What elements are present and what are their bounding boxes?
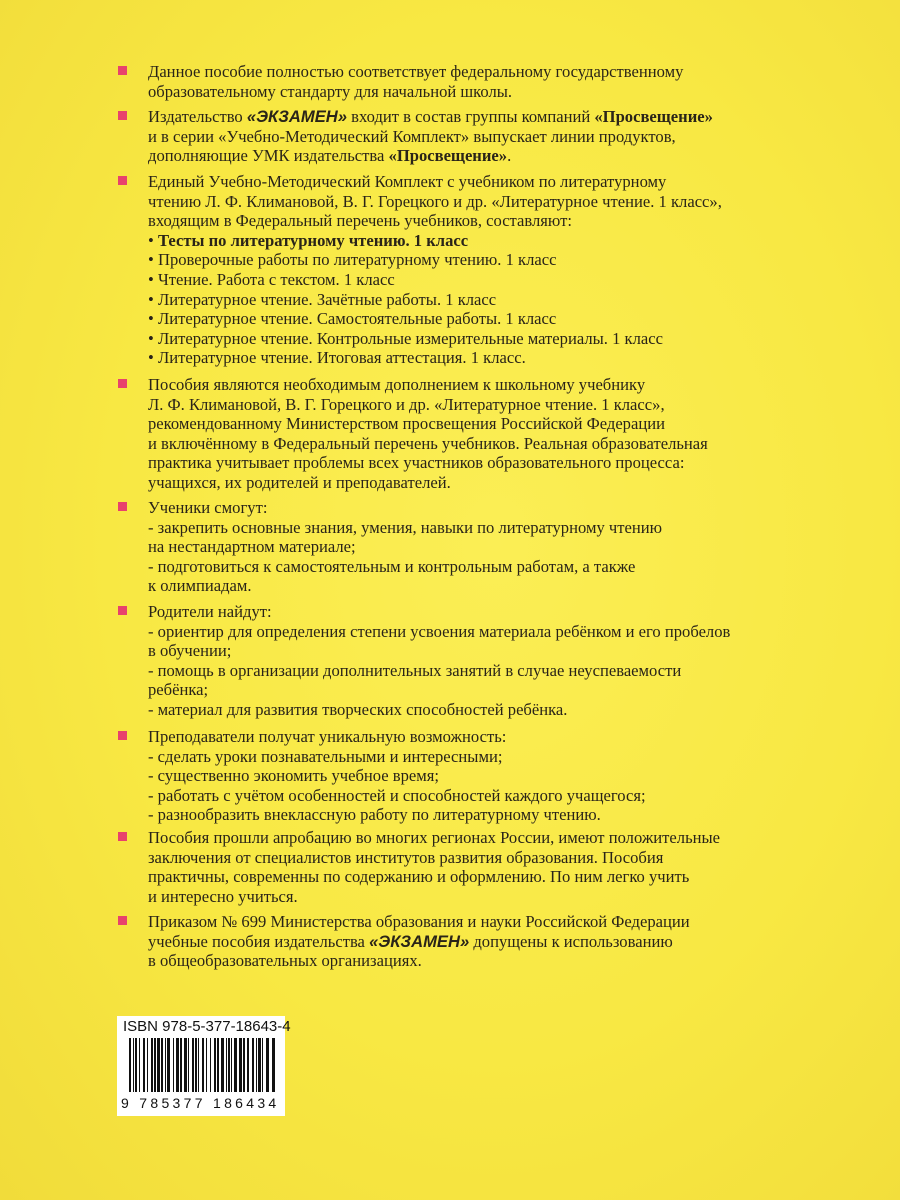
text-line — [148, 211, 868, 231]
text-segment: в общеобразовательных организациях. — [148, 951, 422, 971]
paragraph — [148, 62, 868, 101]
text-line — [148, 848, 868, 868]
text-segment: Преподаватели получат уникальную возможность: — [148, 727, 507, 746]
barcode-bar — [176, 1038, 179, 1092]
barcode-bar — [188, 1038, 189, 1092]
text-line — [148, 912, 868, 932]
text-segment: Ученики смогут: — [148, 498, 268, 517]
text-segment: заключения от специалистов институтов развития образования. Пособия — [148, 847, 664, 867]
barcode-bar — [143, 1038, 145, 1092]
bullet-square-icon — [118, 606, 127, 615]
paragraph — [148, 912, 868, 971]
bullet-square-icon — [118, 66, 127, 75]
barcode-bar — [157, 1038, 160, 1092]
text-segment: учебные пособия издательства — [148, 931, 370, 951]
barcode-bar — [221, 1038, 224, 1092]
barcode-bar — [206, 1038, 207, 1092]
text-line — [148, 82, 868, 102]
text-segment: - подготовиться к самостоятельным и контрольным работам, а также — [148, 556, 636, 576]
paragraph — [148, 727, 868, 825]
text-segment: - разнообразить внеклассную работу по литературному чтению. — [148, 805, 601, 825]
text-line — [148, 270, 868, 290]
barcode-bar — [133, 1038, 134, 1092]
text-line — [148, 146, 868, 166]
text-segment: - помощь в организации дополнительных занятий в случае неуспеваемости — [148, 660, 682, 680]
text-line — [148, 766, 868, 786]
text-segment: входящим в Федеральный перечень учебников, составляют: — [148, 211, 572, 231]
text-line — [148, 537, 868, 557]
paragraph — [148, 172, 868, 368]
text-line — [148, 127, 868, 147]
text-line — [148, 473, 868, 493]
text-line — [148, 867, 868, 887]
text-line — [148, 453, 868, 473]
text-segment: - сделать уроки познавательными и интересными; — [148, 746, 503, 766]
text-segment: и в серии «Учебно-Методический Комплект» выпускает линии продуктов, — [148, 126, 676, 146]
barcode-bar — [243, 1038, 245, 1092]
text-segment: и включённому в Федеральный перечень учебников. Реальная образовательная — [148, 433, 708, 453]
text-segment: Издательство — [148, 107, 247, 126]
bullet-square-icon — [118, 176, 127, 185]
text-line — [148, 576, 868, 596]
text-segment: - материал для развития творческих способностей ребёнка. — [148, 699, 568, 719]
text-line — [148, 951, 868, 971]
text-segment: «ЭКЗАМЕН» — [369, 931, 470, 951]
paragraph — [148, 498, 868, 596]
text-segment: «Просвещение» — [388, 146, 508, 166]
barcode-bar — [195, 1038, 197, 1092]
text-line — [148, 375, 868, 395]
barcode-bar — [184, 1038, 187, 1092]
barcode-bar — [167, 1038, 170, 1092]
barcode-bar — [135, 1038, 137, 1092]
barcode-bar — [228, 1038, 230, 1092]
text-line — [148, 309, 868, 329]
text-segment: входит в состав группы компаний — [346, 107, 595, 126]
barcode-bar — [173, 1038, 174, 1092]
text-segment: Родители найдут: — [148, 602, 272, 621]
barcode-bar — [210, 1038, 211, 1092]
bullet-square-icon — [118, 731, 127, 740]
text-line — [148, 661, 868, 681]
text-segment: учащихся, их родителей и преподавателей. — [148, 472, 451, 492]
barcode-bar — [180, 1038, 182, 1092]
text-segment: • Литературное чтение. Самостоятельные работы. 1 класс — [148, 309, 557, 329]
barcode-bar — [272, 1038, 275, 1092]
paragraph — [148, 375, 868, 493]
barcode-bar — [151, 1038, 153, 1092]
paragraph — [148, 107, 868, 166]
text-line — [148, 602, 868, 622]
text-segment: - ориентир для определения степени усвоения материала ребёнком и его пробелов — [148, 621, 731, 641]
text-line — [148, 828, 868, 848]
text-line — [148, 518, 868, 538]
barcode-bar — [247, 1038, 249, 1092]
text-segment: Данное пособие полностью соответствует федеральному государственному — [148, 62, 684, 81]
text-segment: • Литературное чтение. Контрольные измерительные материалы. 1 класс — [148, 328, 663, 348]
text-line — [148, 250, 868, 270]
text-segment: и интересно учиться. — [148, 886, 298, 906]
text-line — [148, 434, 868, 454]
text-line — [148, 700, 868, 720]
barcode-digits: 9 785377 186434 — [121, 1095, 280, 1111]
barcode-bars — [127, 1038, 277, 1092]
barcode-bar — [239, 1038, 242, 1092]
barcode-bar — [147, 1038, 148, 1092]
text-segment: . — [507, 146, 512, 166]
text-line — [148, 107, 868, 127]
text-segment: рекомендованному Министерством просвещения Российской Федерации — [148, 414, 665, 434]
text-segment: • Чтение. Работа с текстом. 1 класс — [148, 269, 395, 289]
text-segment: Тесты по литературному чтению. 1 класс — [157, 230, 469, 250]
text-line — [148, 641, 868, 661]
bullet-square-icon — [118, 916, 127, 925]
text-segment: - закрепить основные знания, умения, навыки по литературному чтению — [148, 517, 663, 537]
barcode-bar — [192, 1038, 194, 1092]
bullet-square-icon — [118, 111, 127, 120]
barcode-bar — [154, 1038, 156, 1092]
text-line — [148, 62, 868, 82]
paragraph — [148, 602, 868, 720]
text-line — [148, 747, 868, 767]
text-segment: • Литературное чтение. Итоговая аттестация. 1 класс. — [148, 348, 526, 368]
text-line — [148, 786, 868, 806]
text-line — [148, 887, 868, 907]
text-segment: Л. Ф. Климановой, В. Г. Горецкого и др. «Литературное чтение. 1 класс», — [148, 394, 665, 414]
paragraph — [148, 828, 868, 906]
text-segment: • — [148, 230, 158, 250]
bullet-square-icon — [118, 502, 127, 511]
barcode-bar — [258, 1038, 261, 1092]
barcode-bar — [214, 1038, 216, 1092]
text-segment: • Литературное чтение. Зачётные работы. 1 класс — [148, 289, 497, 309]
bullet-square-icon — [118, 832, 127, 841]
text-line — [148, 192, 868, 212]
text-line — [148, 932, 868, 952]
text-line — [148, 329, 868, 349]
barcode-bar — [231, 1038, 232, 1092]
barcode-bar — [262, 1038, 263, 1092]
barcode-bar — [161, 1038, 163, 1092]
text-line — [148, 498, 868, 518]
bullet-square-icon — [118, 379, 127, 388]
text-segment: Единый Учебно-Методический Комплект с учебником по литературному — [148, 172, 667, 191]
text-segment: - существенно экономить учебное время; — [148, 766, 440, 786]
text-segment: • Проверочные работы по литературному чтению. 1 класс — [148, 250, 557, 270]
text-segment: чтению Л. Ф. Климановой, В. Г. Горецкого и др. «Литературное чтение. 1 класс», — [148, 191, 722, 211]
text-segment: дополняющие УМК издательства — [148, 146, 389, 166]
text-segment: образовательному стандарту для начальной школы. — [148, 81, 513, 101]
barcode-bar — [252, 1038, 254, 1092]
text-line — [148, 622, 868, 642]
barcode-bar — [198, 1038, 199, 1092]
text-segment: практика учитывает проблемы всех участников образовательного процесса: — [148, 453, 685, 473]
text-segment: Пособия прошли апробацию во многих регионах России, имеют положительные — [148, 828, 721, 847]
text-segment: Приказом № 699 Министерства образования и науки Российской Федерации — [148, 912, 690, 931]
barcode-bar — [256, 1038, 257, 1092]
text-segment: «Просвещение» — [594, 107, 713, 126]
barcode-bar — [226, 1038, 227, 1092]
barcode-bar — [129, 1038, 131, 1092]
text-line — [148, 414, 868, 434]
text-line — [148, 172, 868, 192]
text-line — [148, 231, 868, 251]
text-segment: «ЭКЗАМЕН» — [246, 107, 347, 126]
text-segment: практичны, современны по содержанию и оформлению. По ним легко учить — [148, 867, 690, 887]
text-line — [148, 290, 868, 310]
text-segment: ребёнка; — [148, 680, 209, 700]
text-line — [148, 680, 868, 700]
barcode-bar — [217, 1038, 219, 1092]
text-segment: к олимпиадам. — [148, 576, 252, 596]
text-segment: Пособия являются необходимым дополнением к школьному учебнику — [148, 375, 646, 394]
text-line — [148, 727, 868, 747]
barcode-bar — [139, 1038, 140, 1092]
isbn-label: ISBN 978-5-377-18643-4 — [123, 1018, 291, 1035]
barcode-bar — [202, 1038, 204, 1092]
text-line — [148, 395, 868, 415]
text-segment: допущены к использованию — [469, 931, 673, 951]
isbn-barcode — [117, 1016, 291, 1116]
text-line — [148, 805, 868, 825]
text-segment: на нестандартном материале; — [148, 537, 356, 557]
barcode-bar — [266, 1038, 269, 1092]
text-segment: в обучении; — [148, 641, 232, 661]
barcode-bar — [165, 1038, 166, 1092]
text-line — [148, 348, 868, 368]
text-line — [148, 557, 868, 577]
text-segment: - работать с учётом особенностей и способностей каждого учащегося; — [148, 785, 646, 805]
barcode-bar — [234, 1038, 237, 1092]
